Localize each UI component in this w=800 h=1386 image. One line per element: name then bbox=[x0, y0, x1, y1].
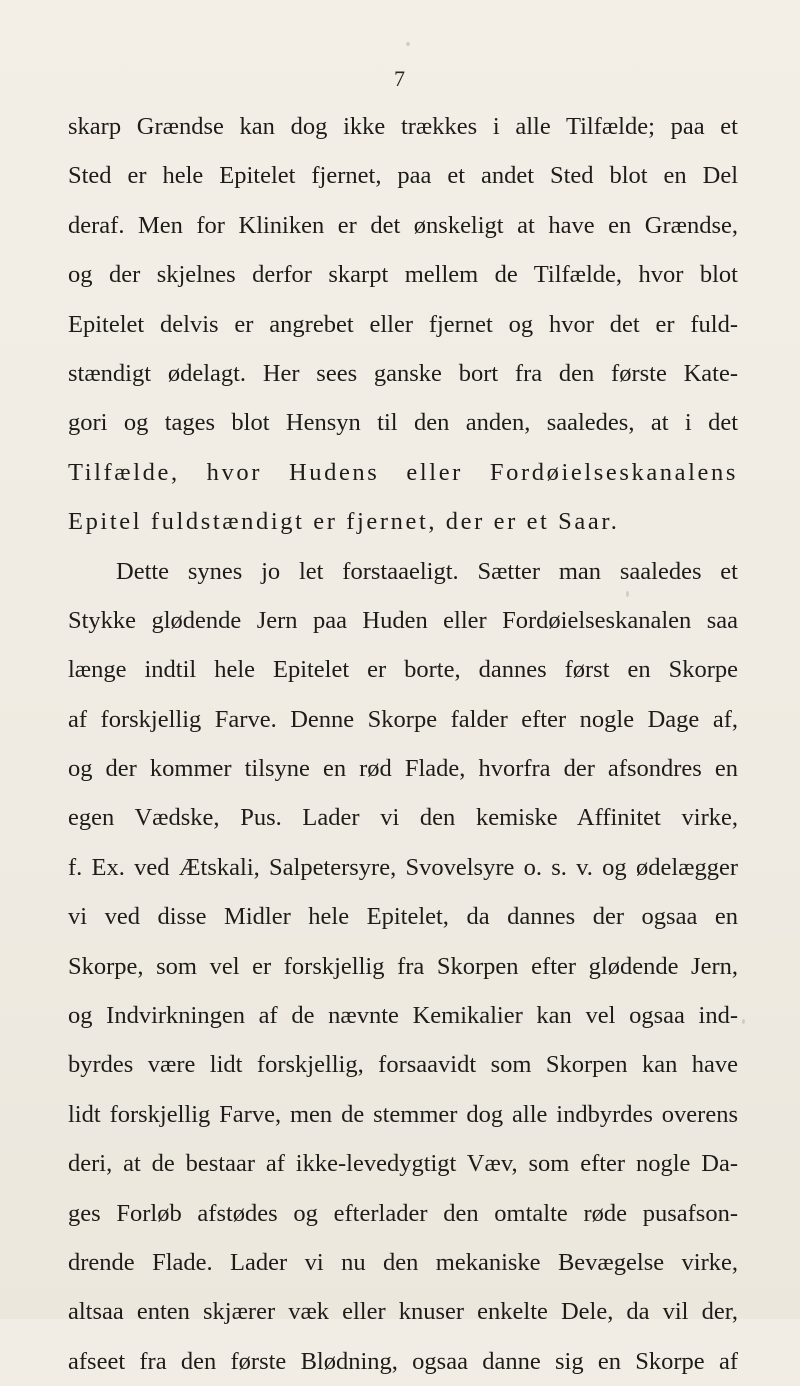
text-line: af forskjellig Farve. Denne Skorpe falder efter nogle Dage af, bbox=[68, 705, 738, 733]
text-line: byrdes være lidt forskjellig, forsaavidt som Skorpen kan have bbox=[68, 1051, 738, 1079]
text-line: drende Flade. Lader vi nu den mekaniske Bevægelse virke, bbox=[68, 1248, 738, 1276]
text-line: gori og tages blot Hensyn til den anden, saaledes, at i det bbox=[68, 409, 738, 437]
text-line: Sted er hele Epitelet fjernet, paa et andet Sted blot en Del bbox=[68, 162, 738, 190]
text-line: stændigt ødelagt. Her sees ganske bort fra den første Kate- bbox=[68, 359, 738, 387]
text-line: vi ved disse Midler hele Epitelet, da dannes der ogsaa en bbox=[68, 903, 738, 931]
paper-speck bbox=[626, 591, 629, 597]
paper-speck bbox=[742, 1019, 745, 1024]
text-line: og der kommer tilsyne en rød Flade, hvorfra der afsondres en bbox=[68, 755, 738, 783]
text-line: Tilfælde, hvor Hudens eller Fordøielseskanalens bbox=[68, 458, 738, 486]
text-line: Epitel fuldstændigt er fjernet, der er et Saar. bbox=[68, 508, 620, 536]
page-number: 7 bbox=[394, 66, 406, 91]
text-line: ges Forløb afstødes og efterlader den omtalte røde pusafson- bbox=[68, 1199, 738, 1227]
text-line: og der skjelnes derfor skarpt mellem de Tilfælde, hvor blot bbox=[68, 261, 738, 289]
text-line: afseet fra den første Blødning, ogsaa danne sig en Skorpe af bbox=[68, 1347, 738, 1375]
text-line: deri, at de bestaar af ikke-levedygtigt Væv, som efter nogle Da- bbox=[68, 1150, 738, 1178]
body-text bbox=[68, 102, 738, 1386]
text-line: Skorpe, som vel er forskjellig fra Skorpen efter glødende Jern, bbox=[68, 952, 738, 980]
text-line: og Indvirkningen af de nævnte Kemikalier kan vel ogsaa ind- bbox=[68, 1002, 738, 1030]
text-line: lidt forskjellig Farve, men de stemmer dog alle indbyrdes overens bbox=[68, 1100, 738, 1128]
text-line: skarp Grændse kan dog ikke trækkes i alle Tilfælde; paa et bbox=[68, 113, 738, 140]
paper-speck bbox=[406, 42, 410, 46]
text-line: altsaa enten skjærer væk eller knuser enkelte Dele, da vil der, bbox=[68, 1298, 738, 1326]
text-line: Stykke glødende Jern paa Huden eller Fordøielseskanalen saa bbox=[68, 606, 738, 634]
text-line: f. Ex. ved Ætskali, Salpetersyre, Svovelsyre o. s. v. og ødelægger bbox=[68, 853, 738, 881]
text-line: Epitelet delvis er angrebet eller fjernet og hvor det er fuld- bbox=[68, 310, 738, 338]
text-line: deraf. Men for Kliniken er det ønskeligt at have en Grændse, bbox=[68, 211, 738, 239]
text-line: længe indtil hele Epitelet er borte, dannes først en Skorpe bbox=[68, 656, 738, 684]
text-line: Dette synes jo let forstaaeligt. Sætter man saaledes et bbox=[116, 557, 738, 585]
text-line: egen Vædske, Pus. Lader vi den kemiske Affinitet virke, bbox=[68, 804, 738, 832]
